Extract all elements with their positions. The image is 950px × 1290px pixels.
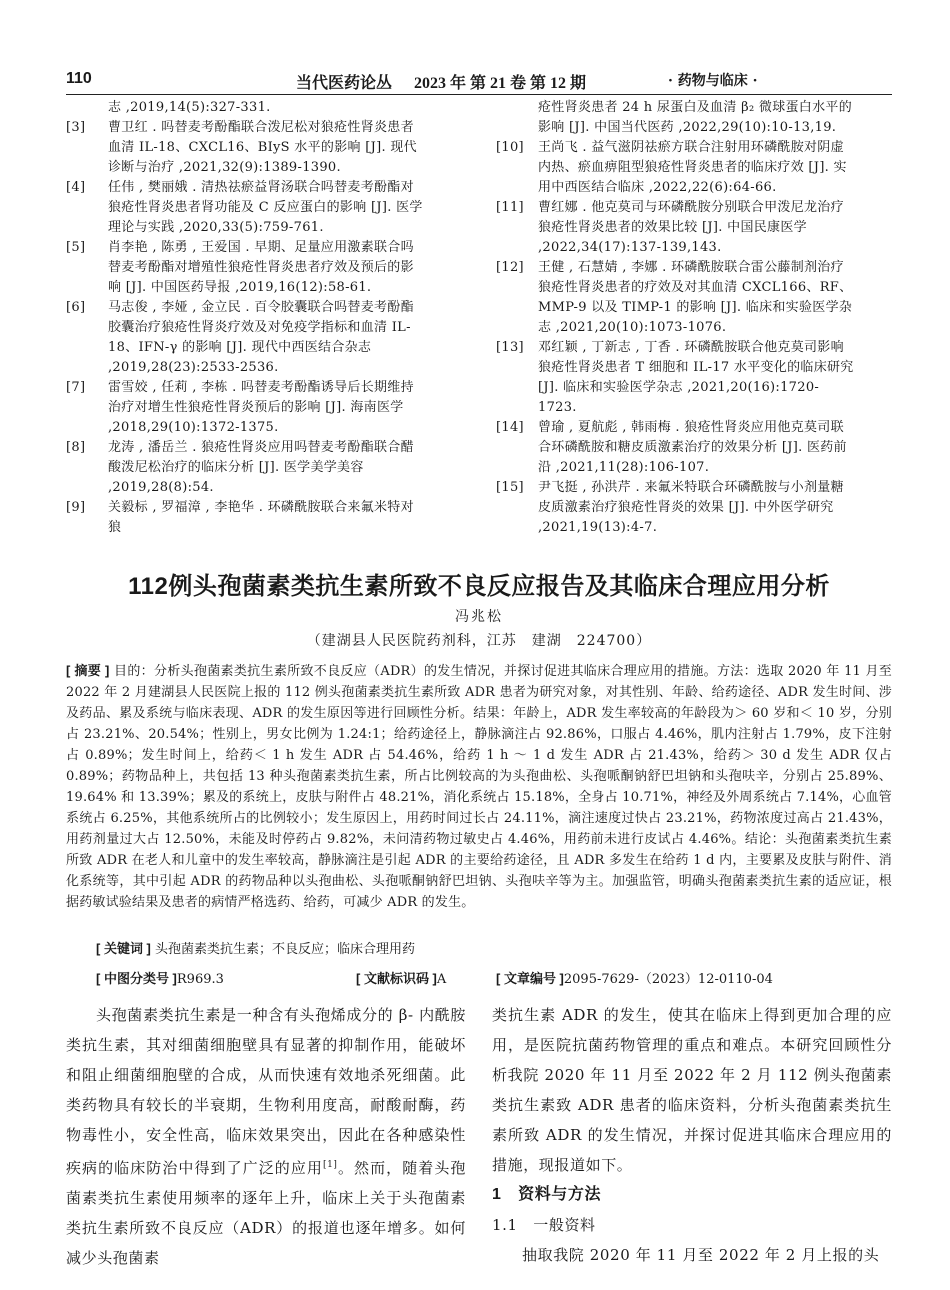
reference-number: [9] — [66, 500, 86, 515]
doc-code-label: [ 文献标识码 ] — [356, 971, 437, 986]
references-left — [66, 98, 426, 538]
reference-text: 王健 , 石慧婧 , 李娜 . 环磷酰胺联合雷公藤制剂治疗狼疮性肾炎患者的疗效及对其血清 CXCL166、RF、MMP-9 以及 TIMP-1 的影响 [J]. 临床和实验医学杂志 ,2021,20(10):1073-1076. — [538, 260, 853, 335]
reference-text: 马志俊 , 李娅 , 金立民 . 百令胶囊联合吗替麦考酚酯胶囊治疗狼疮性肾炎疗效及对免疫学指标和血清 IL-18、IFN-γ 的影响 [J]. 现代中西医结合杂志 ,2019,28(23):2533-2536. — [108, 300, 414, 375]
clc-number — [96, 968, 224, 987]
reference-item — [66, 238, 426, 298]
reference-text: 尹飞挺 , 孙洪芹 . 来氟米特联合环磷酰胺与小剂量糖皮质激素治疗狼疮性肾炎的效果 [J]. 中外医学研究 ,2021,19(13):4-7. — [538, 480, 844, 535]
body-right-column — [492, 1000, 892, 1270]
body-text-tail: 。然而，随着头孢菌素类抗生素使用频率的逐年上升，临床上关于头孢菌素类抗生素所致不良反应（ADR）的报道也逐年增多。如何减少头孢菌素 — [66, 1159, 466, 1267]
article-number-value: 2095-7629-（2023）12-0110-04 — [563, 972, 773, 987]
abstract-text: 目的：分析头孢菌素类抗生素所致不良反应（ADR）的发生情况，并探讨促进其临床合理应用的措施。方法：选取 2020 年 11 月至 2022 年 2 月建湖县人民医院上报的 112 例头孢菌素类抗生素所致 ADR 患者为研究对象，对其性别、年龄、给药途径、ADR 发生时间、涉及药品、累及系统与临床表现、ADR 的发生原因等进行回顾性分析。结果：年龄上，ADR 发生率较高的年龄段为＞ 60 岁和＜ 10 岁，分别占 23.21%、20.54%；性别上，男女比例为 1.24:1；给药途径上，静脉滴注占 92.86%，口服占 4.46%，肌内注射占 1.79%，皮下注射占 0.89%；发生时间上，给药＜ 1 h 发生 ADR 占 54.46%，给药 1 h ～ 1 d 发生 ADR 占 21.43%，给药＞ 30 d 发生 ADR 仅占 0.89%；药物品种上，共包括 13 种头孢菌素类抗生素，所占比例较高的为头孢曲松、头孢哌酮钠舒巴坦钠和头孢呋辛，分别占 25.89%、19.64% 和 13.39%；累及的系统上，皮肤与附件占 48.21%，消化系统占 15.18%，全身占 10.71%，神经及外周系统占 7.14%，心血管系统占 6.25%，其他系统所占的比例较小；发生原因上，用药时间过长占 24.11%，滴注速度过快占 23.21%，药物浓度过高占 21.43%，用药剂量过大占 12.50%，未能及时停药占 9.82%，未问清药物过敏史占 4.46%，用药前未进行皮试占 4.46%。结论：头孢菌素类抗生素所致 ADR 在老人和儿童中的发生率较高，静脉滴注是引起 ADR 的主要给药途径，且 ADR 多发生在给药 1 d 内，主要累及皮肤与附件、消化系统等，其中引起 ADR 的药物品种以头孢曲松、头孢哌酮钠舒巴坦钠、头孢呋辛等为主。加强监管，明确头孢菌素类抗生素的适应证，根据药敏试验结果及患者的病情严格选药、给药，可减少 ADR 的发生。 — [66, 664, 892, 910]
page-header — [66, 68, 892, 92]
reference-item — [66, 378, 426, 438]
reference-text: 志 ,2019,14(5):327-331. — [108, 100, 271, 115]
article-title: 112例头孢菌素类抗生素所致不良反应报告及其临床合理应用分析 — [128, 573, 830, 600]
body-text: 头孢菌素类抗生素是一种含有头孢烯成分的 β- 内酰胺类抗生素，其对细菌细胞壁具有显著的抑制作用，能破坏和阻止细菌细胞壁的合成，从而快速有效地杀死细菌。此类药物具有较长的半衰期，生物利用度高，耐酸耐酶，药物毒性小，安全性高，临床效果突出，因此在各种感染性疾病的临床防治中得到了广泛的应用 — [66, 1006, 466, 1177]
article-author: 冯兆松 — [455, 609, 503, 625]
article-number — [496, 968, 773, 987]
reference-item — [66, 98, 426, 118]
reference-item — [66, 298, 426, 378]
journal-name: 当代医药论丛 — [296, 75, 393, 92]
reference-item — [496, 258, 856, 338]
reference-text: 王尚飞 . 益气滋阴祛瘀方联合注射用环磷酰胺对阴虚内热、瘀血痹阻型狼疮性肾炎患者的临床疗效 [J]. 实用中西医结合临床 ,2022,22(6):64-66. — [538, 140, 847, 195]
body-paragraph: 类抗生素 ADR 的发生，使其在临床上得到更加合理的应用，是医院抗菌药物管理的重点和难点。本研究回顾性分析我院 2020 年 11 月至 2022 年 2 月 112 例头孢菌素类抗生素致 ADR 患者的临床资料，分析头孢菌素类抗生素所致 ADR 的发生情况，并探讨促进其临床合理应用的措施，现报道如下。 — [492, 1006, 892, 1174]
article-number-label: [ 文章编号 ] — [496, 971, 564, 986]
reference-text: 雷雪姣 , 任莉 , 李栋 . 吗替麦考酚酯诱导后长期维持治疗对增生性狼疮性肾炎预后的影响 [J]. 海南医学 ,2018,29(10):1372-1375. — [108, 380, 414, 435]
body-paragraph — [66, 1000, 466, 1273]
reference-number: [10] — [496, 140, 524, 155]
reference-item — [496, 138, 856, 198]
journal-info — [296, 70, 604, 93]
reference-text: 关毅标 , 罗福漳 , 李艳华 . 环磷酰胺联合来氟米特对狼 — [108, 500, 414, 535]
reference-text: 任伟 , 樊丽娥 . 清热祛瘀益肾汤联合吗替麦考酚酯对狼疮性肾炎患者肾功能及 C 反应蛋白的影响 [J]. 医学理论与实践 ,2020,33(5):759-761. — [108, 180, 423, 235]
reference-number: [7] — [66, 380, 86, 395]
reference-item — [496, 338, 856, 418]
doc-code-value: A — [436, 972, 447, 987]
citation-ref: [1] — [322, 1160, 338, 1170]
clc-value: R969.3 — [176, 972, 224, 987]
reference-item — [66, 118, 426, 178]
reference-item — [496, 478, 856, 538]
keywords-text: 头孢菌素类抗生素；不良反应；临床合理用药 — [150, 942, 416, 957]
reference-text: 曹红娜 . 他克莫司与环磷酰胺分别联合甲泼尼龙治疗狼疮性肾炎患者的效果比较 [J]. 中国民康医学 ,2022,34(17):137-139,143. — [538, 200, 844, 255]
reference-number: [13] — [496, 340, 524, 355]
reference-text: 曾瑜 , 夏航彪 , 韩雨梅 . 狼疮性肾炎应用他克莫司联合环磷酰胺和糖皮质激素治疗的效果分析 [J]. 医药前沿 ,2021,11(28):106-107. — [538, 420, 847, 475]
reference-number: [4] — [66, 180, 86, 195]
issue-info: 2023 年 第 21 卷 第 12 期 — [414, 75, 587, 92]
abstract — [66, 660, 892, 913]
reference-number: [15] — [496, 480, 524, 495]
reference-text: 邓红颖 , 丁新志 , 丁香 . 环磷酰胺联合他克莫司影响狼疮性肾炎患者 T 细胞和 IL-17 水平变化的临床研究 [J]. 临床和实验医学杂志 ,2021,20(16):1720-1723. — [538, 340, 854, 415]
reference-number: [12] — [496, 260, 524, 275]
reference-text: 肖李艳 , 陈勇 , 王爱国 . 早期、足量应用激素联合吗替麦考酚酯对增殖性狼疮性肾炎患者疗效及预后的影响 [J]. 中国医药导报 ,2019,16(12):58-61. — [108, 240, 414, 295]
reference-number: [6] — [66, 300, 86, 315]
reference-item — [496, 418, 856, 478]
reference-number: [3] — [66, 120, 86, 135]
reference-text: 曹卫红 . 吗替麦考酚酯联合泼尼松对狼疮性肾炎患者血清 IL-18、CXCL16、BIyS 水平的影响 [J]. 现代诊断与治疗 ,2021,32(9):1389-1390. — [108, 120, 417, 175]
header-rule — [66, 94, 892, 95]
reference-item — [66, 498, 426, 538]
reference-item — [496, 198, 856, 258]
references-right — [496, 98, 856, 538]
reference-number: [14] — [496, 420, 524, 435]
subsection-heading: 1.1 一般资料 — [492, 1216, 596, 1234]
reference-item — [496, 98, 856, 138]
reference-number: [11] — [496, 200, 524, 215]
doc-code — [356, 968, 446, 987]
reference-item — [66, 178, 426, 238]
section-heading: 1 资料与方法 — [492, 1186, 602, 1203]
abstract-label: [ 摘要 ] — [66, 663, 110, 678]
body-paragraph: 抽取我院 2020 年 11 月至 2022 年 2 月上报的头 — [522, 1246, 880, 1264]
page-number: 110 — [66, 70, 92, 87]
body-left-column — [66, 1000, 466, 1273]
reference-number: [8] — [66, 440, 86, 455]
reference-item — [66, 438, 426, 498]
keywords — [96, 938, 892, 957]
reference-text: 疮性肾炎患者 24 h 尿蛋白及血清 β₂ 微球蛋白水平的影响 [J]. 中国当代医药 ,2022,29(10):10-13,19. — [538, 100, 853, 135]
reference-text: 龙涛 , 潘岳兰 . 狼疮性肾炎应用吗替麦考酚酯联合醋酸泼尼松治疗的临床分析 [J]. 医学美学美容 ,2019,28(8):54. — [108, 440, 414, 495]
section-label: · 药物与临床 · — [668, 73, 758, 89]
clc-label: [ 中图分类号 ] — [96, 971, 177, 986]
keywords-label: [ 关键词 ] — [96, 941, 151, 956]
reference-number: [5] — [66, 240, 86, 255]
author-affiliation: （建湖县人民医院药剂科，江苏 建湖 224700） — [306, 633, 652, 649]
